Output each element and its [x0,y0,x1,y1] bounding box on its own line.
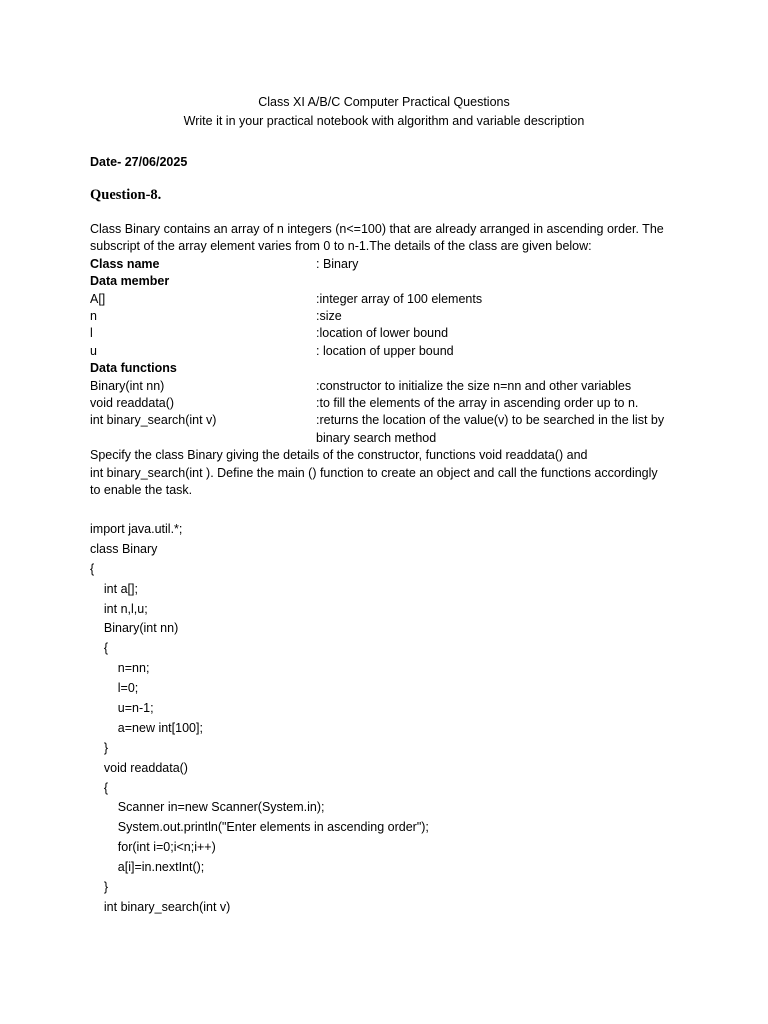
spec-row-member [90,291,690,308]
spec-value-line-2: binary search method [316,430,437,445]
spec-key: u [90,343,97,358]
intro-line-2: subscript of the array element varies from 0 to n-1.The details of the class are given below: [90,239,592,254]
data-member-heading: Data member [90,274,170,289]
code-line: } [90,880,109,895]
spec-row-function [90,378,690,395]
code-line: class Binary [90,541,158,556]
code-line: System.out.println("Enter elements in ascending order"); [90,820,429,835]
spec-value-line-1: :returns the location of the value(v) to be searched in the list by [316,413,665,428]
code-line: for(int i=0;i<n;i++) [90,840,216,855]
code-line: } [90,740,109,755]
spec-value: : location of upper bound [316,343,454,358]
instruction-line-1: Specify the class Binary giving the details of the constructor, functions void readdata() and [90,448,588,463]
document-header [0,93,768,131]
code-line: a[i]=in.nextInt(); [90,860,205,875]
code-line: Binary(int nn) [90,621,179,636]
code-line: void readdata() [90,760,188,775]
spec-key: int binary_search(int v) [90,413,217,428]
code-line: a=new int[100]; [90,720,203,735]
spec-value: :constructor to initialize the size n=nn and other variables [316,378,632,393]
code-line: { [90,780,109,795]
spec-row-member [90,325,690,342]
instruction-line-2: int binary_search(int ). Define the main () function to create an object and call the functions accordingly [90,465,658,480]
spec-row-function [90,412,690,447]
spec-key: l [90,326,93,341]
code-line: n=nn; [90,661,150,676]
intro-line-1: Class Binary contains an array of n integers (n<=100) that are already arranged in ascending order. The [90,222,664,236]
header-subtitle: Write it in your practical notebook with algorithm and variable description [183,114,585,128]
spec-key: void readdata() [90,396,175,411]
code-line: u=n-1; [90,701,154,716]
spec-value: :integer array of 100 elements [316,291,483,306]
code-line: int a[]; [90,581,138,596]
spec-key: n [90,309,97,324]
spec-value: : Binary [316,256,359,271]
spec-value [316,412,690,447]
code-line: l=0; [90,681,139,696]
header-title: Class XI A/B/C Computer Practical Questions [258,95,510,109]
spec-key: Class name [90,256,160,271]
spec-value: :size [316,309,342,324]
code-line: import java.util.*; [90,522,183,536]
question-body [90,221,690,500]
spec-row-class-name [90,256,690,273]
spec-row-member [90,343,690,360]
question-title: Question-8. [90,187,162,203]
code-line: { [90,561,95,576]
assignment-date: Date- 27/06/2025 [90,155,188,169]
spec-row-member [90,308,690,325]
code-line: Scanner in=new Scanner(System.in); [90,800,325,815]
code-listing [90,520,429,918]
instruction-line-3: to enable the task. [90,483,193,498]
code-line: int binary_search(int v) [90,899,231,914]
spec-value: :to fill the elements of the array in ascending order up to n. [316,396,639,411]
spec-key: Binary(int nn) [90,378,165,393]
data-functions-heading: Data functions [90,361,177,376]
code-line: int n,l,u; [90,601,148,616]
spec-value: :location of lower bound [316,326,449,341]
spec-key: A[] [90,291,106,306]
spec-row-function [90,395,690,412]
code-line: { [90,641,109,656]
